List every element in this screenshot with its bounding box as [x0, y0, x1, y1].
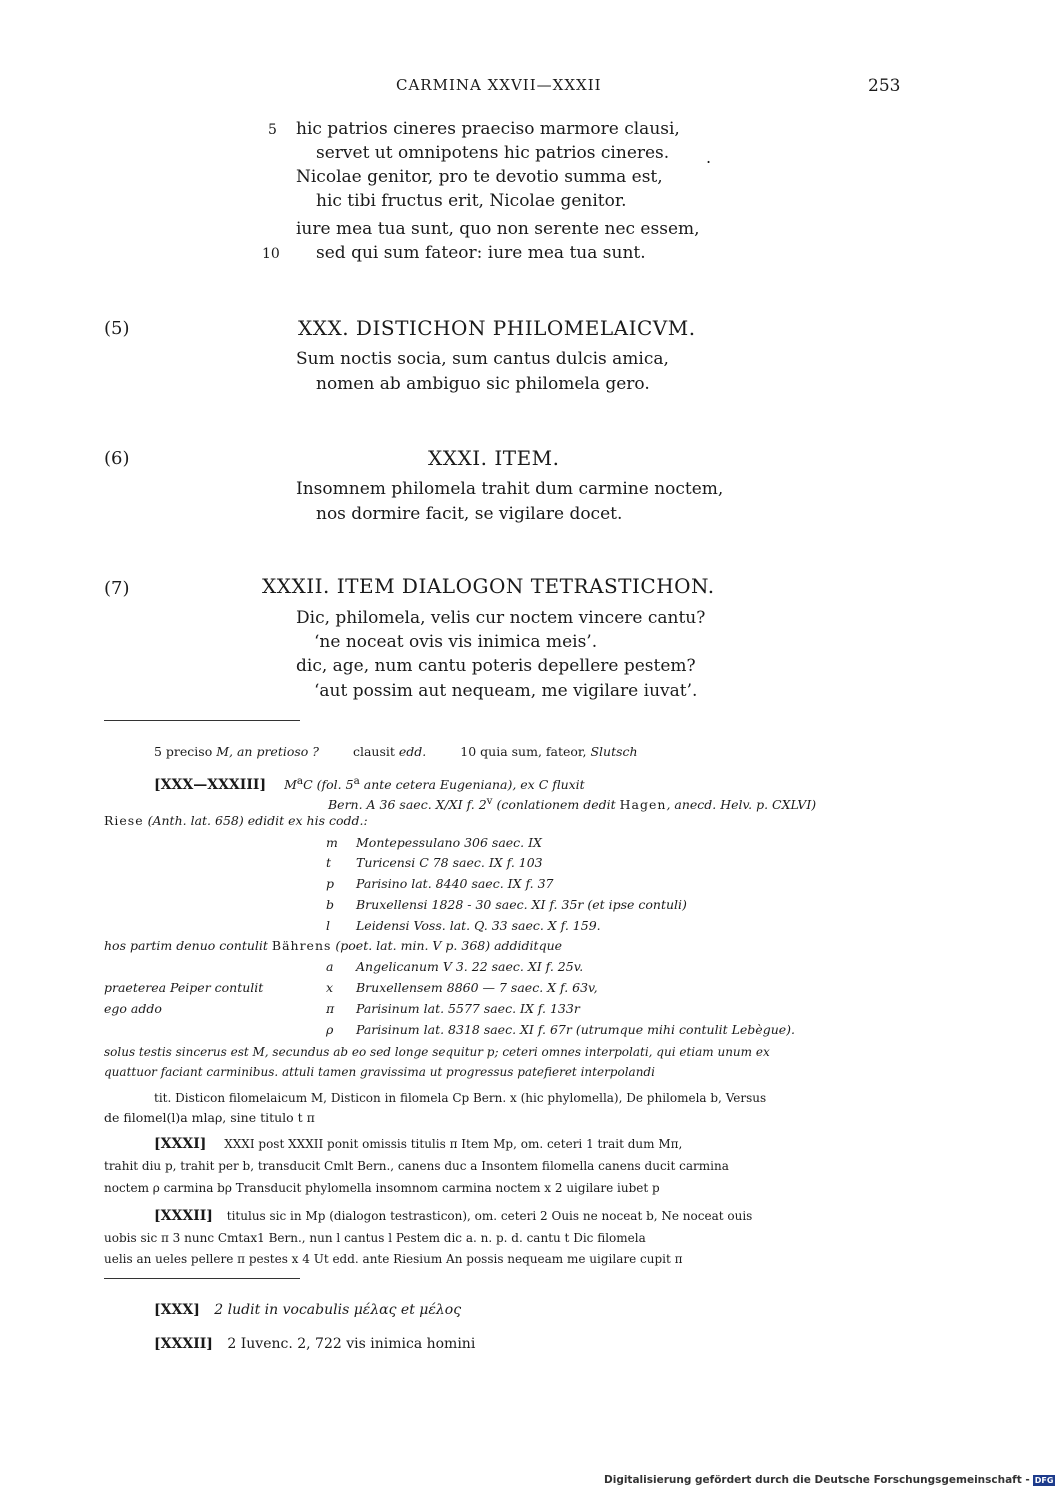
section-title: XXXII. ITEM DIALOGON TETRASTICHON. [262, 574, 715, 598]
poem-line: ‘aut possim aut nequeam, me vigilare iuvat’. [314, 681, 698, 701]
codex-entry: ego addo π Parisinum lat. 5577 saec. IX f. 133r [104, 1001, 580, 1016]
section-title: XXXI. ITEM. [428, 446, 560, 470]
note-label: [XXXII] [154, 1336, 213, 1352]
apparatus-line: tit. Disticon filomelaicum M, Disticon in filomela Cp Bern. x (hic phylomella), De philomela b, Versus [154, 1091, 767, 1105]
poem-line: nomen ab ambiguo sic philomela gero. [316, 374, 650, 394]
poem-line: ‘ne noceat ovis vis inimica meis’. [314, 632, 598, 652]
apparatus-line: trahit diu p, trahit per b, transducit Cmlt Bern., canens duc a Insontem filomella canens ducit carmina [104, 1159, 729, 1173]
dfg-logo: DFG [1034, 1475, 1054, 1485]
poem-line: dic, age, num cantu poteris depellere pestem? [296, 656, 696, 676]
digitization-credit: Digitalisierung gefördert durch die Deutsche Forschungsgemeinschaft - DFG [604, 1474, 1054, 1486]
line-number: 10 [262, 246, 280, 262]
section-number: (5) [104, 318, 130, 339]
poem-line: nos dormire facit, se vigilare docet. [316, 504, 623, 524]
apparatus-line: Bern. A 36 saec. X/XI f. 2$^v$ (conlationem dedit Hagen, anecd. Helv. p. CXLVI) [328, 795, 817, 813]
apparatus-line: uobis sic π 3 nunc Cmtax1 Bern., nun l cantus l Pestem dic a. n. p. d. cantu t Dic filomela [104, 1231, 646, 1245]
apparatus-line: quattuor faciant carminibus. attuli tamen gravissima ut progressus patefieret interpolandi [104, 1065, 655, 1079]
poem-line: Sum noctis socia, sum cantus dulcis amica, [296, 349, 669, 369]
codex-entry: l Leidensi Voss. lat. Q. 33 saec. X f. 159. [326, 918, 601, 933]
codex-entry: p Parisino lat. 8440 saec. IX f. 37 [326, 876, 554, 891]
poem-line: Nicolae genitor, pro te devotio summa est, [296, 167, 663, 187]
apparatus-label: [XXXI] [154, 1136, 207, 1152]
apparatus-line: [XXXI] XXXI post XXXII ponit omissis titulis π Item Mp, om. ceteri 1 trait dum Mπ, [154, 1136, 683, 1152]
section-title: XXX. DISTICHON PHILOMELAICVM. [298, 316, 696, 340]
poem-line: iure mea tua sunt, quo non serente nec essem, [296, 219, 700, 239]
apparatus-separator [104, 720, 300, 721]
line-number: 5 [268, 122, 277, 138]
note-line: [XXXII] 2 Iuvenc. 2, 722 vis inimica homini [154, 1336, 476, 1352]
poem-line: servet ut omnipotens hic patrios cineres. [316, 143, 670, 163]
codex-entry: t Turicensi C 78 saec. IX f. 103 [326, 855, 543, 870]
note-label: [XXX] [154, 1302, 200, 1318]
codex-entry: m Montepessulano 306 saec. IX [326, 835, 542, 850]
note-line: [XXX] 2 ludit in vocabulis μέλας et μέλος [154, 1302, 462, 1318]
poem-line: hic patrios cineres praeciso marmore clausi, [296, 119, 680, 139]
notes-separator [104, 1278, 300, 1279]
apparatus-line: [XXXII] titulus sic in Mp (dialogon testrasticon), om. ceteri 2 Ouis ne noceat b, Ne noceat ouis [154, 1208, 753, 1224]
page-number: 253 [868, 76, 901, 96]
apparatus-line: de filomel(l)a mlaρ, sine titulo t π [104, 1110, 315, 1125]
poem-line: Insomnem philomela trahit dum carmine noctem, [296, 479, 724, 499]
poem-line: sed qui sum fateor: iure mea tua sunt. [316, 243, 646, 263]
apparatus-line: hos partim denuo contulit Bährens (poet. lat. min. V p. 368) addiditque [104, 938, 563, 953]
section-number: (7) [104, 578, 130, 599]
apparatus-line: solus testis sincerus est M, secundus ab eo sed longe sequitur p; ceteri omnes interpolati, qui etiam unum ex [104, 1045, 770, 1059]
apparatus-label: [XXX—XXXIII] [154, 777, 267, 794]
section-number: (6) [104, 448, 130, 469]
codex-entry: b Bruxellensi 1828 - 30 saec. XI f. 35r (et ipse contuli) [326, 897, 687, 912]
stray-mark: . [706, 148, 712, 167]
apparatus-line: noctem ρ carmina bρ Transducit phylomella insomnom carmina noctem x 2 uigilare iubet p [104, 1181, 660, 1195]
codex-entry: praeterea Peiper contulit x Bruxellensem 8860 — 7 saec. X f. 63v, [104, 980, 598, 995]
apparatus-label: [XXXII] [154, 1208, 213, 1224]
poem-line: Dic, philomela, velis cur noctem vincere cantu? [296, 608, 706, 628]
apparatus-line: uelis an ueles pellere π pestes x 4 Ut edd. ante Riesium An possis nequeam me uigilare cupit π [104, 1252, 683, 1266]
apparatus-line: [XXX—XXXIII] $M^aC$ (fol. 5$^a$ ante cetera Eugeniana), ex C fluxit [154, 775, 585, 794]
apparatus-line: 5 preciso M, an pretioso ? clausit edd. 10 quia sum, fateor, Slutsch [154, 744, 638, 759]
poem-line: hic tibi fructus erit, Nicolae genitor. [316, 191, 627, 211]
running-title: CARMINA XXVII—XXXII [396, 76, 602, 94]
apparatus-line: Riese (Anth. lat. 658) edidit ex his codd.: [104, 813, 368, 828]
